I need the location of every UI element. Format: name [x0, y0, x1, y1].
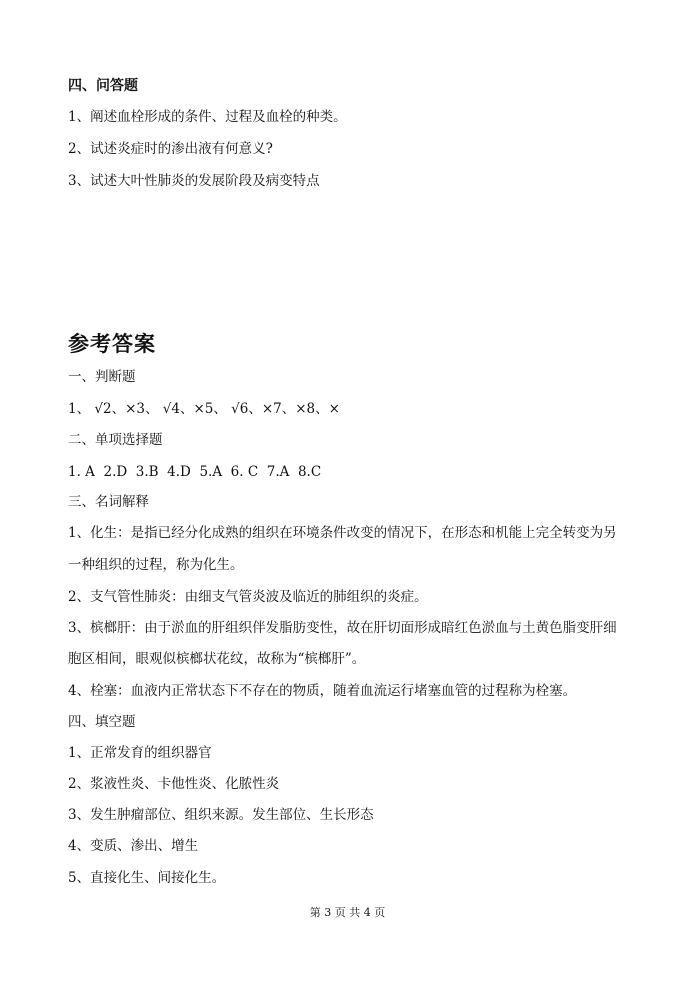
- question-item: 3、试述大叶性肺炎的发展阶段及病变特点: [68, 173, 320, 189]
- section-heading-judgment: 一、判断题: [68, 369, 136, 385]
- choice-answers: 1. A 2.D 3.B 4.D 5.A 6. C 7.A 8.C: [68, 464, 322, 480]
- fill-answer: 1、正常发育的组织器官: [68, 745, 212, 761]
- question-item: 1、阐述血栓形成的条件、过程及血栓的种类。: [68, 109, 347, 125]
- fill-answer: 4、变质、渗出、增生: [68, 838, 199, 854]
- answers-title: 参考答案: [68, 331, 156, 356]
- term-definition: 4、栓塞：血液内正常状态下不存在的物质，随着血流运行堵塞血管的过程称为栓塞。: [68, 683, 577, 699]
- section-heading-choice: 二、单项选择题: [68, 432, 163, 448]
- question-item: 2、试述炎症时的渗出液有何意义?: [68, 141, 273, 157]
- fill-answer: 5、直接化生、间接化生。: [68, 870, 226, 886]
- section-heading-fill: 四、填空题: [68, 714, 136, 730]
- term-definition-line: 1、化生：是指已经分化成熟的组织在环境条件改变的情况下，在形态和机能上完全转变为另: [68, 525, 617, 541]
- term-definition: 2、支气管性肺炎：由细支气管炎波及临近的肺组织的炎症。: [68, 589, 428, 605]
- section-heading-terms: 三、名词解释: [68, 494, 149, 510]
- term-definition-line: 一种组织的过程，称为化生。: [68, 557, 244, 573]
- judgment-answers: 1、 √2、×3、 √4、×5、 √6、×7、×8、×: [68, 401, 340, 417]
- term-definition-line: 3、槟榔肝：由于淤血的肝组织伴发脂肪变性，故在肝切面形成暗红色淤血与土黄色脂变肝细: [68, 620, 617, 636]
- fill-answer: 3、发生肿瘤部位、组织来源。发生部位、生长形态: [68, 807, 374, 823]
- term-definition-line: 胞区相间，眼观似槟榔状花纹，故称为“槟榔肝”。: [68, 651, 366, 667]
- fill-answer: 2、浆液性炎、卡他性炎、化脓性炎: [68, 776, 280, 792]
- page-footer: 第 3 页 共 4 页: [309, 906, 386, 919]
- section-heading-questions: 四、问答题: [68, 78, 138, 94]
